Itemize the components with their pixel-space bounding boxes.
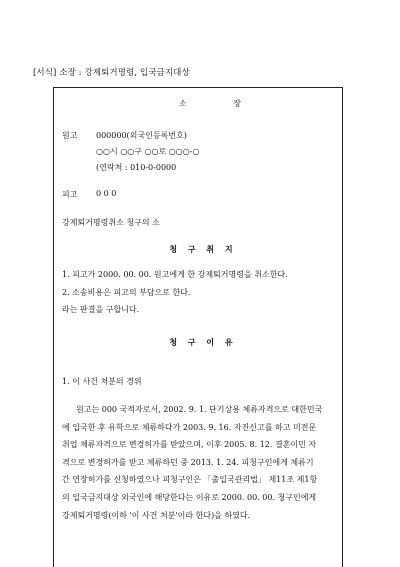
claim-heading: 청 구 취 지 <box>169 244 237 254</box>
claims-list <box>62 266 338 319</box>
reason-line: 취업 체류자격으로 변경허가를 받았으며, 이후 2005. 8. 12. 결혼이민 자 <box>62 440 317 450</box>
reason-line: 에 입국한 후 유학으로 체류하다가 2003. 9. 16. 자진신고를 하고 미전문 <box>62 422 317 432</box>
plaintiff-phone: (연락처 : 010-0-0000 <box>96 163 177 172</box>
document-title: 소 장 <box>179 99 263 108</box>
claim-item: 2. 소송비용은 피고의 부담으로 한다. <box>62 287 191 297</box>
reasons-subheading: 1. 이 사건 처분의 경위 <box>62 377 142 386</box>
reason-line: 격으로 변경허가를 받고 체류하던 중 2013. 1. 24. 피청구인에게 체류기 <box>62 457 314 467</box>
reason-line: 간 연장허가를 신청하였으나 피청구인은 「출입국관리법」 제11조 제1항 <box>62 475 318 485</box>
defendant-name: 0 0 0 <box>96 189 117 198</box>
case-name: 강제퇴거명령취소 청구의 소 <box>62 218 160 227</box>
reason-line: 강제퇴거명령(이하 '이 사건 처분'이라 한다)을 하였다. <box>62 510 251 520</box>
claim-item: 라는 판결을 구합니다. <box>62 305 140 315</box>
plaintiff-address: ○○시 ○○구 ○○로 ○○○-○ <box>96 147 200 156</box>
reason-line: 원고는 000 국적자로서, 2002. 9. 1. 단기상용 체류자격으로 대한민국 <box>76 405 323 414</box>
reasons-heading: 청 구 이 유 <box>169 337 237 347</box>
claim-item: 1. 피고가 2000. 00. 00. 원고에게 한 강제퇴거명령을 취소한다. <box>62 270 288 279</box>
reasons-body <box>62 401 338 524</box>
plaintiff-label: 원고 <box>62 131 78 140</box>
reason-line: 의 입국금지대상 외국인에 해당한다는 이유로 2000. 00. 00. 청구인에게 <box>62 492 317 502</box>
plaintiff-name: 000000(외국인등록번호) <box>96 131 187 140</box>
document-caption: [서식] 소장 : 강제퇴거명령, 입국금지대상 <box>33 68 190 78</box>
complaint-form <box>53 87 343 567</box>
defendant-label: 피고 <box>62 190 78 199</box>
